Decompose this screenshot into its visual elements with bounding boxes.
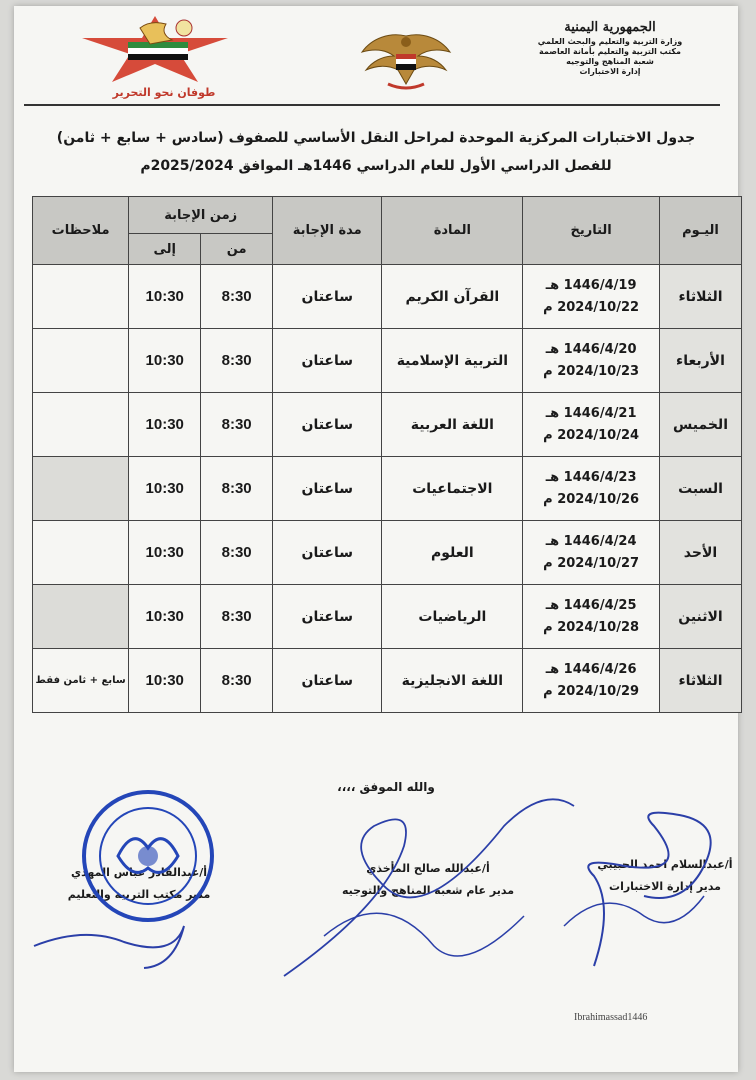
notes-cell [33,265,129,329]
date-cell [523,649,660,713]
table-row [33,265,742,329]
end-time-cell: 10:30 [129,329,201,393]
notes-cell [33,329,129,393]
hijri-date: 1446/4/19 هـ [545,277,637,293]
day-cell: الاثنين [659,585,741,649]
header-from: من [201,234,273,265]
end-time-cell: 10:30 [129,521,201,585]
date-cell [523,585,660,649]
subject-cell: الرياضيات [382,585,523,649]
exam-schedule-table [32,196,742,713]
end-time-cell: 10:30 [129,649,201,713]
table-row [33,649,742,713]
day-cell: الأحد [659,521,741,585]
subject-cell: اللغة الانجليزية [382,649,523,713]
signatory-exams-director [570,854,756,898]
gregorian-date: 2024/10/29 م [543,683,640,699]
start-time-cell: 8:30 [201,265,273,329]
gregorian-date: 2024/10/28 م [543,619,640,635]
date-cell [523,265,660,329]
watermark-text: Ibrahimassad1446 [574,1012,648,1023]
day-cell: الثلاثاء [659,649,741,713]
header-line: إدارة الاختبارات [579,67,641,76]
start-time-cell: 8:30 [201,393,273,457]
gregorian-date: 2024/10/24 م [543,427,640,443]
date-cell [523,457,660,521]
duration-cell: ساعتان [273,649,382,713]
day-cell: الثلاثاء [659,265,741,329]
gregorian-date: 2024/10/26 م [543,491,640,507]
hijri-date: 1446/4/26 هـ [545,661,637,677]
notes-cell: سابع + ثامن فقط [33,649,129,713]
signatory-name: أ/عبدالقادر عباس المهدي [70,866,208,879]
table-row [33,393,742,457]
day-cell: السبت [659,457,741,521]
notes-cell [33,585,129,649]
gregorian-date: 2024/10/23 م [543,363,640,379]
gregorian-date: 2024/10/27 م [543,555,640,571]
notes-cell [33,457,129,521]
start-time-cell: 8:30 [201,521,273,585]
notes-cell [33,393,129,457]
ministry-header [510,20,710,77]
end-time-cell: 10:30 [129,393,201,457]
start-time-cell: 8:30 [201,649,273,713]
table-row [33,521,742,585]
hijri-date: 1446/4/20 هـ [545,341,637,357]
end-time-cell: 10:30 [129,585,201,649]
title-line-2: للفصل الدراسي الأول للعام الدراسي 1446هـ الموافق 2025/2024م [140,158,612,174]
star-flag-logo-icon [80,14,230,84]
yemen-eagle-emblem-icon [360,28,452,92]
slogan-text: طوفان نحو التحرير [112,86,216,99]
day-cell: الخميس [659,393,741,457]
duration-cell: ساعتان [273,457,382,521]
duration-cell: ساعتان [273,393,382,457]
table-row [33,585,742,649]
date-cell [523,521,660,585]
header-day: اليـوم [659,197,741,265]
duration-cell: ساعتان [273,521,382,585]
header-divider [24,104,720,106]
signatory-name: أ/عبدالسلام احمد الحبيبي [597,858,733,871]
duration-cell: ساعتان [273,265,382,329]
table-row [33,329,742,393]
table-row [33,457,742,521]
subject-cell: التربية الإسلامية [382,329,523,393]
signatory-role: مدير مكتب التربية والتعليم [67,888,211,901]
duration-cell: ساعتان [273,585,382,649]
hijri-date: 1446/4/23 هـ [545,469,637,485]
hijri-date: 1446/4/21 هـ [545,405,637,421]
signatory-curricula-director [318,858,538,902]
header-to: إلى [129,234,201,265]
end-time-cell: 10:30 [129,457,201,521]
official-stamp-icon [78,786,218,926]
notes-cell [33,521,129,585]
header-duration: مدة الإجابة [273,197,382,265]
closing-phrase: والله الموفق ،،،، [337,780,435,794]
gregorian-date: 2024/10/22 م [543,299,640,315]
campaign-logo [80,14,230,98]
subject-cell: الاجتماعيات [382,457,523,521]
subject-cell: اللغة العربية [382,393,523,457]
table-header-row [33,197,742,234]
date-cell [523,329,660,393]
header-line: مكتب التربية والتعليم بأمانة العاصمة [539,47,681,56]
duration-cell: ساعتان [273,329,382,393]
subject-cell: القرآن الكريم [382,265,523,329]
start-time-cell: 8:30 [201,329,273,393]
header-date: التاريخ [523,197,660,265]
day-cell: الأربعاء [659,329,741,393]
subject-cell: العلوم [382,521,523,585]
start-time-cell: 8:30 [201,457,273,521]
end-time-cell: 10:30 [129,265,201,329]
hijri-date: 1446/4/25 هـ [545,597,637,613]
header-time: زمن الإجابة [129,197,273,234]
title-line-1: جدول الاختبارات المركزية الموحدة لمراحل النقل الأساسي للصفوف (سادس + سابع + ثامن) [56,130,696,146]
header-line: وزارة التربية والتعليم والبحث العلمي [537,37,683,46]
document-title [38,124,714,180]
start-time-cell: 8:30 [201,585,273,649]
signatory-role: مدير عام شعبة المناهج والتوجيه [341,884,514,897]
signatory-role: مدير إدارة الاختبارات [609,880,721,893]
date-cell [523,393,660,457]
header-line: شعبة المناهج والتوجيه [566,57,654,66]
republic-name: الجمهورية اليمنية [564,20,656,35]
header-subject: المادة [382,197,523,265]
hijri-date: 1446/4/24 هـ [545,533,637,549]
document-sheet [14,6,738,1072]
header-notes: ملاحظات [33,197,129,265]
signatory-name: أ/عبدالله صالح المأخذي [366,862,490,875]
